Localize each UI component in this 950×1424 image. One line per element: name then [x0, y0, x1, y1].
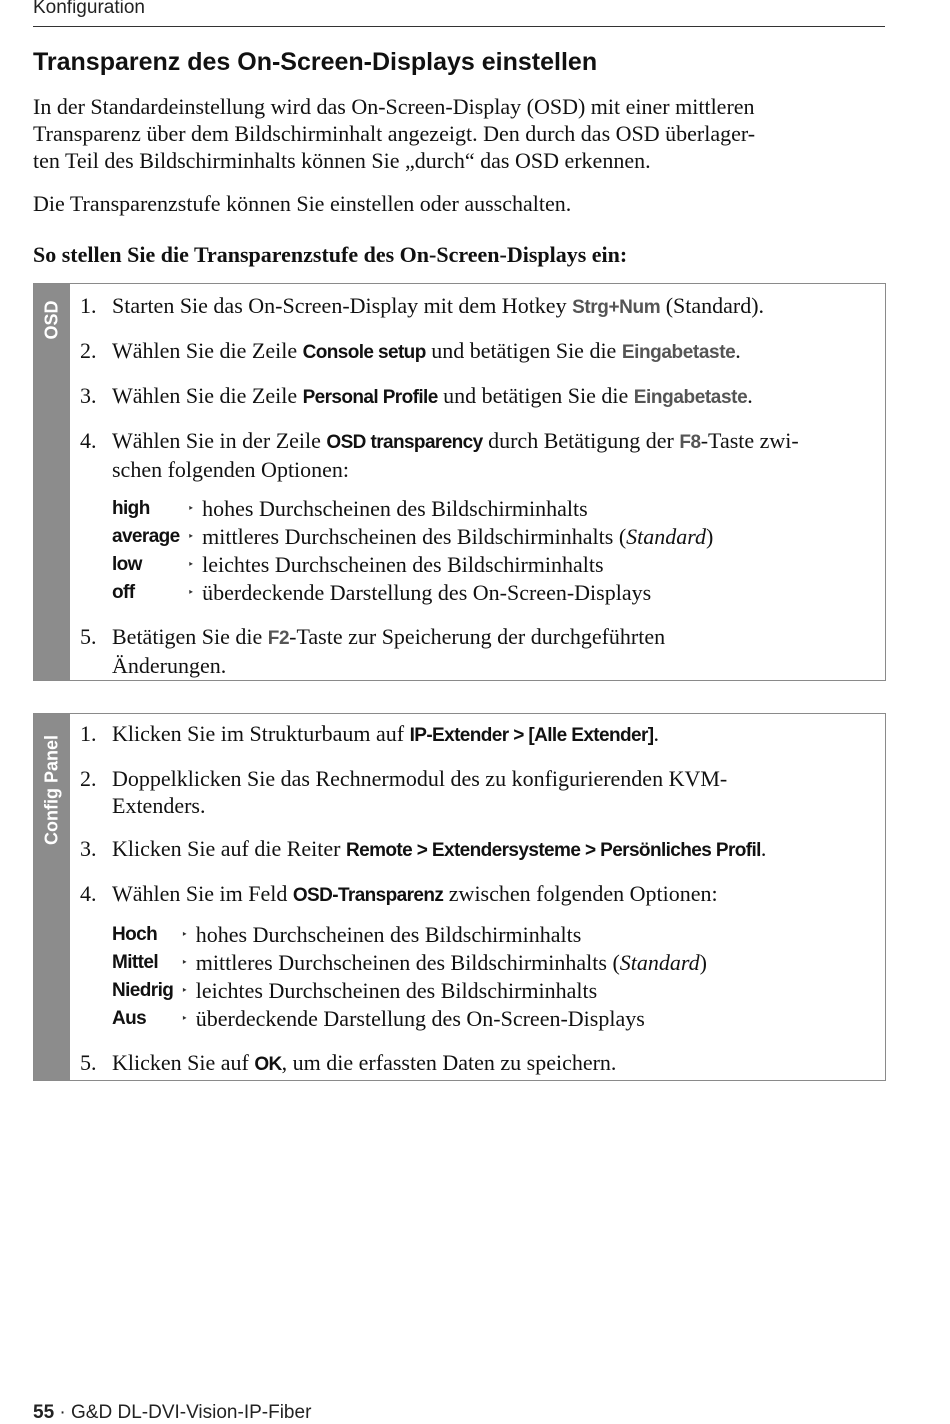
transparency-note: Die Transparenzstufe können Sie einstellen oder ausschalten. — [33, 191, 572, 216]
page-title: Transparenz des On-Screen-Displays einstellen — [33, 48, 598, 76]
tab-path-label: Remote > Extendersysteme > Persönliches Profil — [345, 840, 761, 861]
arrow-icon: ‣ — [181, 929, 188, 941]
intro-line-1: In der Standardeinstellung wird das On-Screen-Display (OSD) mit einer mittleren — [33, 94, 755, 119]
option-desc: hohes Durchscheinen des Bildschirminhalts — [195, 922, 582, 947]
product-name: G&D DL-DVI-Vision-IP-Fiber — [71, 1402, 312, 1423]
option-name: low — [112, 554, 142, 575]
option-name: Aus — [112, 1008, 147, 1029]
menu-item-label: Console setup — [302, 342, 426, 363]
arrow-icon: ‣ — [187, 531, 195, 543]
field-label: OSD-Transparenz — [292, 885, 444, 906]
menu-item-label: Personal Profile — [302, 387, 438, 408]
page-number: 55 — [33, 1402, 55, 1423]
hotkey-label: Strg+Num — [572, 297, 661, 318]
arrow-icon: ‣ — [187, 559, 195, 571]
option-name: Hoch — [112, 924, 158, 945]
osd-step-5: 5. Betätigen Sie die F2-Taste zur Speicherung der durchgeführten Änderungen. — [80, 624, 666, 678]
osd-instructions-box — [33, 283, 886, 681]
config-options-table — [112, 921, 707, 1033]
option-name: Niedrig — [112, 980, 174, 1001]
option-desc: mittleres Durchscheinen des Bildschirminhalts (Standard) — [195, 950, 707, 975]
key-label: F8 — [679, 432, 701, 453]
osd-sidebar — [34, 284, 70, 680]
key-label: F2 — [267, 628, 290, 649]
arrow-icon: ‣ — [187, 503, 195, 515]
button-label: OK — [254, 1054, 282, 1075]
menu-item-label: OSD transparency — [326, 432, 483, 453]
header-rule — [33, 26, 885, 27]
option-desc: überdeckende Darstellung des On-Screen-Displays — [195, 1006, 645, 1031]
option-row — [112, 921, 707, 949]
option-row — [112, 551, 713, 579]
config-panel-sidebar — [34, 714, 70, 1080]
intro-line-3: ten Teil des Bildschirminhalts können Sie „durch“ das OSD erkennen. — [33, 148, 651, 173]
option-desc: mittleres Durchscheinen des Bildschirminhalts (Standard) — [202, 524, 714, 549]
osd-steps — [80, 292, 865, 695]
config-step-4: 4. Wählen Sie im Feld OSD-Transparenz zwischen folgenden Optionen: Hoch ‣ hohes Durchscheinen des Bildschirminhalts Mittel ‣ mittleres Durchscheinen des Bildschirminhalts (Standard) Niedrig ‣ leichtes Durchscheinen des Bildschirminhalts Aus ‣ überdeckende Darstellung des On-Screen-Displays — [80, 881, 718, 1031]
intro-paragraph — [33, 93, 891, 174]
arrow-icon: ‣ — [187, 587, 195, 599]
option-row — [112, 579, 713, 607]
option-name: off — [112, 582, 135, 603]
intro-line-2: Transparenz über dem Bildschirminhalt angezeigt. Den durch das OSD überlager- — [33, 121, 756, 146]
config-step-5: 5. Klicken Sie auf OK, um die erfassten Daten zu speichern. — [80, 1050, 617, 1075]
config-panel-sidebar-label: Config Panel — [41, 734, 62, 846]
key-label: Eingabetaste — [621, 342, 736, 363]
option-desc: überdeckende Darstellung des On-Screen-Displays — [202, 580, 652, 605]
option-name: average — [112, 526, 180, 547]
osd-step-4: 4. Wählen Sie in der Zeile OSD transparency durch Betätigung der F8-Taste zwi- schen folgenden Optionen: high ‣ hohes Durchscheinen des Bildschirminhalts average ‣ mittleres Durchscheinen des Bildschirminhalts (Standard) low ‣ leichtes Durchscheinen des Bildschirminhalts off ‣ überdeckende Darstellung des On-Screen-Displays — [80, 428, 799, 605]
option-row — [112, 1005, 707, 1033]
osd-step-3: 3. Wählen Sie die Zeile Personal Profile und betätigen Sie die Eingabetaste. — [80, 383, 753, 408]
option-desc: leichtes Durchscheinen des Bildschirminhalts — [202, 552, 604, 577]
option-name: Mittel — [112, 952, 159, 973]
osd-step-1: 1. Starten Sie das On-Screen-Display mit dem Hotkey Strg+Num (Standard). — [80, 293, 765, 318]
option-desc: hohes Durchscheinen des Bildschirminhalts — [202, 496, 588, 521]
option-name: high — [112, 498, 150, 519]
config-step-3: 3. Klicken Sie auf die Reiter Remote > Extendersysteme > Persönliches Profil. — [80, 836, 767, 861]
page-footer — [33, 1402, 311, 1424]
osd-sidebar-label: OSD — [41, 300, 62, 340]
option-row — [112, 949, 707, 977]
arrow-icon: ‣ — [181, 1013, 188, 1025]
running-header: Konfiguration — [33, 0, 145, 18]
arrow-icon: ‣ — [181, 957, 188, 969]
arrow-icon: ‣ — [181, 985, 188, 997]
tree-path-label: IP-Extender > [Alle Extender] — [409, 725, 654, 746]
option-desc: leichtes Durchscheinen des Bildschirminhalts — [195, 978, 598, 1003]
config-step-1: 1. Klicken Sie im Strukturbaum auf IP-Extender > [Alle Extender]. — [80, 721, 659, 746]
option-row — [112, 977, 707, 1005]
config-steps — [80, 720, 865, 1094]
option-row — [112, 523, 713, 551]
config-panel-instructions-box — [33, 713, 886, 1081]
option-row — [112, 495, 713, 523]
osd-options-table — [112, 495, 713, 607]
key-label: Eingabetaste — [633, 387, 748, 408]
procedure-heading: So stellen Sie die Transparenzstufe des On-Screen-Displays ein: — [33, 242, 628, 267]
osd-step-2: 2. Wählen Sie die Zeile Console setup und betätigen Sie die Eingabetaste. — [80, 338, 741, 363]
config-step-2: 2. Doppelklicken Sie das Rechnermodul des zu konfigurierenden KVM- Extenders. — [80, 766, 728, 818]
footer-separator: · — [54, 1402, 72, 1423]
